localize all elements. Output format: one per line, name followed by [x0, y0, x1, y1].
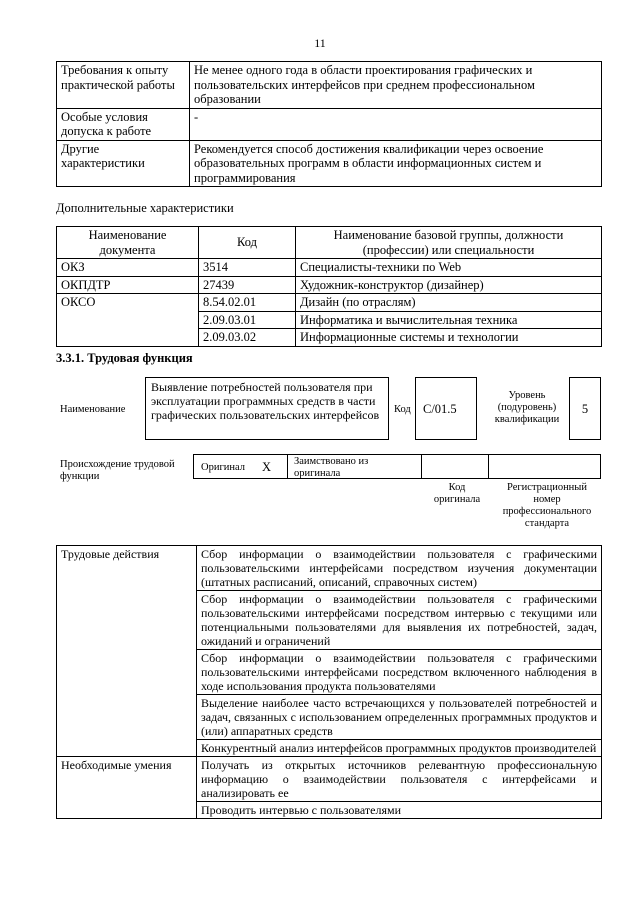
origin-borrowed-label: Заимствовано из оригинала: [294, 456, 369, 479]
additional-characteristics-table: [56, 226, 602, 347]
function-name-value: Выявление потребностей пользователя при эксплуатации программных средств в части графических пользовательских интерфейсов: [151, 380, 380, 422]
function-code-label: Код: [394, 404, 411, 415]
work-action: Сбор информации о взаимодействии пользователя с графическими пользовательскими интерфейсами посредством включенного наблюдения в ходе использования продукта пользователями: [197, 650, 602, 695]
function-code-value: C/01.5: [423, 402, 457, 416]
req-value-experience: Не менее одного года в области проектирования графических и пользовательских интерфейсов при среднем профессиональном образовании: [190, 62, 602, 109]
section-title: 3.3.1. Трудовая функция: [56, 351, 193, 365]
table-row: [57, 259, 602, 277]
cell-name: Информационные системы и технологии: [296, 329, 602, 347]
table-row: [57, 108, 602, 140]
cell-name: Информатика и вычислительная техника: [296, 311, 602, 329]
function-level-box: [569, 377, 601, 440]
header-doc-name: Наименование документа: [57, 227, 199, 259]
req-label-admission: Особые условия допуска к работе: [57, 108, 190, 140]
table-row: [57, 140, 602, 187]
table-header-row: [57, 227, 602, 259]
req-value-other: Рекомендуется способ достижения квалификации через освоение образовательных программ в области информационных систем и программирования: [190, 140, 602, 187]
table-row: [57, 62, 602, 109]
function-code-box: [415, 377, 477, 440]
work-action: Выделение наиболее часто встречающихся у пользователей потребностей и задач, связанных с использованием определенных программных продуктов и (или) аппаратных средств: [197, 695, 602, 740]
req-label-experience: Требования к опыту практической работы: [57, 62, 190, 109]
origin-mark: X: [262, 460, 272, 474]
cell-doc: ОКПДТР: [57, 276, 199, 294]
cell-code: 2.09.03.02: [199, 329, 296, 347]
cell-doc: ОКСО: [57, 294, 199, 347]
origin-label: Происхождение трудовой функции: [60, 459, 175, 482]
work-action: Сбор информации о взаимодействии пользователя с графическими пользовательскими интерфейсами посредством изучения документации (штатных расписаний, описаний, справочных систем): [197, 546, 602, 591]
origin-bar: [193, 454, 601, 479]
cell-name: Дизайн (по отраслям): [296, 294, 602, 312]
work-action: Сбор информации о взаимодействии пользователя с графическими пользовательскими интерфейсами посредством интервью с текущими или потенциальными пользователями для выявления их потребностей, задач, ожиданий и ограничений: [197, 591, 602, 650]
function-level-value: 5: [581, 402, 589, 416]
requirements-table: [56, 61, 602, 187]
cell-code: 3514: [199, 259, 296, 277]
additional-characteristics-title: Дополнительные характеристики: [56, 201, 234, 215]
cell-name: Специалисты-техники по Web: [296, 259, 602, 277]
origin-divider: [287, 455, 288, 478]
work-table: [56, 545, 602, 819]
function-name-label: Наименование: [60, 404, 126, 415]
header-group-name: Наименование базовой группы, должности (профессии) или специальности: [296, 227, 602, 259]
work-actions-label: Трудовые действия: [57, 546, 197, 757]
function-level-label: Уровень (подуровень) квалификации: [494, 390, 560, 425]
table-row: [57, 276, 602, 294]
page-number: 11: [314, 36, 326, 50]
origin-divider: [421, 455, 422, 478]
cell-code: 2.09.03.01: [199, 311, 296, 329]
table-row: [57, 546, 602, 591]
origin-reg-caption: Регистрационный номер профессионального стандарта: [502, 482, 592, 529]
work-action: Конкурентный анализ интерфейсов программных продуктов производителей: [197, 740, 602, 757]
origin-divider: [488, 455, 489, 478]
cell-name: Художник-конструктор (дизайнер): [296, 276, 602, 294]
skills-label: Необходимые умения: [57, 757, 197, 819]
skill: Проводить интервью с пользователями: [197, 802, 602, 819]
origin-code-caption: Код оригинала: [433, 482, 481, 505]
table-row: [57, 294, 602, 312]
header-code: Код: [199, 227, 296, 259]
req-value-admission: -: [190, 108, 602, 140]
cell-code: 27439: [199, 276, 296, 294]
origin-original-label: Оригинал: [201, 462, 245, 473]
cell-code: 8.54.02.01: [199, 294, 296, 312]
table-row: [57, 757, 602, 802]
req-label-other: Другие характеристики: [57, 140, 190, 187]
cell-doc: ОКЗ: [57, 259, 199, 277]
skill: Получать из открытых источников релевантную профессиональную информацию о взаимодействии пользователя с интерфейсами и анализировать ее: [197, 757, 602, 802]
function-name-box: [145, 377, 389, 440]
